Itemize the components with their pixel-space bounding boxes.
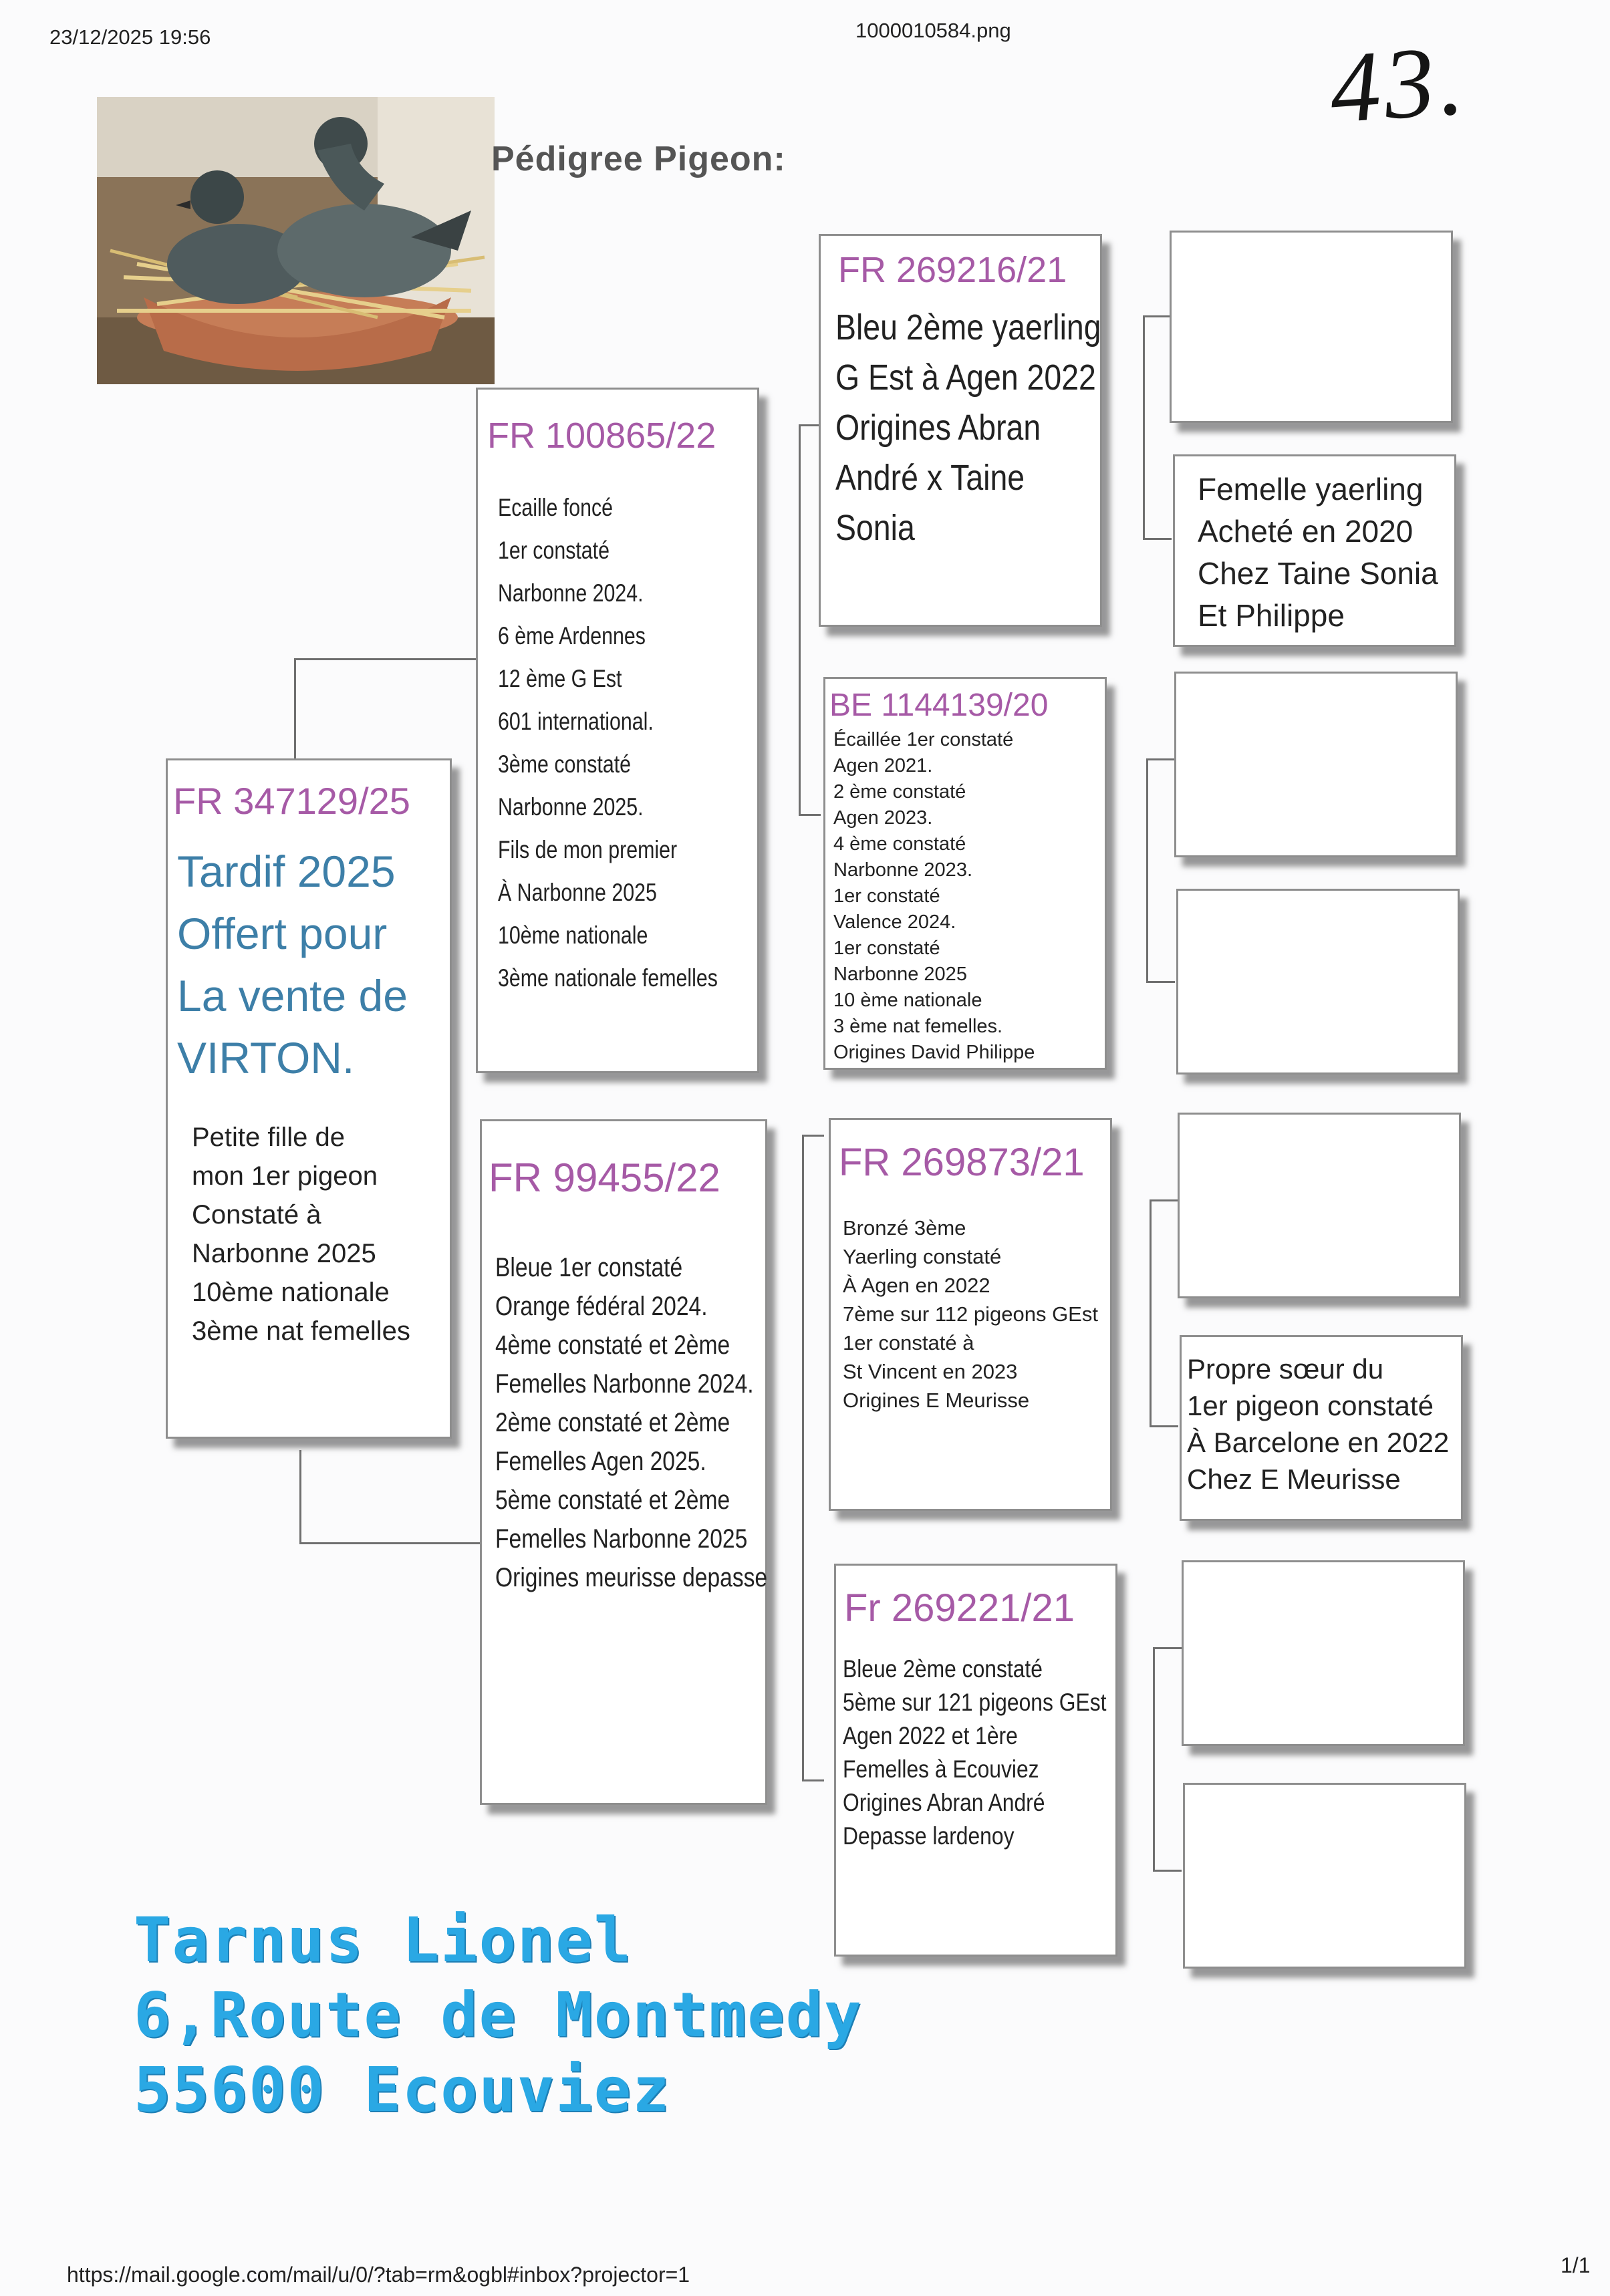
- print-footer-url: https://mail.google.com/mail/u/0/?tab=rm&ogbl#inbox?projector=1: [67, 2263, 690, 2287]
- sire-dam-line: Origines David Philippe: [833, 1042, 1035, 1063]
- sire-dam-line: Valence 2024.: [833, 911, 956, 933]
- dam-dam-ring: Fr 269221/21: [844, 1586, 1075, 1630]
- connector-dam-parents: [802, 1135, 824, 1781]
- sire-sire-ring: FR 269216/21: [838, 250, 1067, 290]
- dam-line: 4ème constaté et 2ème: [495, 1330, 730, 1360]
- breeder-city: 55600 Ecouviez: [134, 2054, 671, 2126]
- dam-dam-details: [843, 1653, 1106, 1853]
- sire-sire-line: André x Taine: [835, 458, 1025, 498]
- pigeon-photo-icon: [97, 97, 495, 384]
- gen4-box-6: [1180, 1335, 1463, 1521]
- breeder-street: 6,Route de Montmedy: [134, 1979, 863, 2051]
- connector-subject-dam: [299, 1450, 482, 1544]
- dam-sire-ring: FR 269873/21: [839, 1141, 1085, 1184]
- dam-sire-line: À Agen en 2022: [843, 1274, 990, 1297]
- dam-dam-line: 5ème sur 121 pigeons GEst: [843, 1689, 1107, 1716]
- sire-box: [476, 388, 759, 1073]
- gen4-box-6-line: Propre sœur du: [1187, 1353, 1384, 1385]
- subject-note-line: Constaté à: [192, 1200, 321, 1230]
- sire-dam-line: Agen 2021.: [833, 755, 933, 776]
- gen4-box-5: [1178, 1113, 1461, 1298]
- sire-line: Fils de mon premier: [498, 836, 678, 863]
- sire-dam-line: Narbonne 2023.: [833, 859, 972, 881]
- dam-dam-box: [834, 1564, 1117, 1957]
- subject-note-line: 10ème nationale: [192, 1278, 390, 1307]
- dam-line: Origines meurisse depasse: [495, 1563, 768, 1592]
- sire-dam-line: 10 ème nationale: [833, 990, 982, 1011]
- dam-sire-box: [829, 1118, 1112, 1511]
- dam-sire-line: Origines E Meurisse: [843, 1389, 1030, 1412]
- dam-sire-line: Yaerling constaté: [843, 1245, 1002, 1268]
- sire-dam-box: [823, 677, 1107, 1070]
- gen4-box-4: [1176, 889, 1460, 1074]
- sire-line: 1er constaté: [498, 537, 610, 564]
- gen4-box-1: [1170, 231, 1453, 423]
- subject-note-line: 3ème nat femelles: [192, 1316, 410, 1346]
- sire-sire-line: Origines Abran: [835, 408, 1041, 448]
- connector-subject-sire: [294, 658, 478, 760]
- dam-dam-line: Origines Abran André: [843, 1789, 1045, 1816]
- gen4-box-3: [1174, 672, 1458, 857]
- sire-sire-box: [819, 234, 1102, 627]
- sire-details: [498, 486, 718, 1000]
- dam-sire-details: [843, 1213, 1098, 1415]
- sire-dam-line: 1er constaté: [833, 938, 940, 959]
- dam-box: [480, 1119, 767, 1805]
- sire-dam-line: 4 ème constaté: [833, 833, 966, 855]
- gen4-box-2-line: Femelle yaerling: [1198, 472, 1424, 507]
- dam-line: 2ème constaté et 2ème: [495, 1408, 730, 1437]
- dam-ring: FR 99455/22: [489, 1155, 720, 1200]
- gen4-box-2-line: Acheté en 2020: [1198, 514, 1414, 549]
- sire-ring: FR 100865/22: [487, 416, 716, 456]
- dam-line: Bleue 1er constaté: [495, 1253, 683, 1282]
- sire-dam-ring: BE 1144139/20: [829, 688, 1049, 723]
- gen4-box-8: [1183, 1783, 1466, 1969]
- gen4-box-6-line: À Barcelone en 2022: [1187, 1427, 1450, 1458]
- sire-sire-details: [835, 303, 1101, 553]
- gen4-box-6-line: Chez E Meurisse: [1187, 1463, 1401, 1495]
- dam-line: Orange fédéral 2024.: [495, 1292, 708, 1321]
- connector-gen4-a: [1143, 315, 1172, 540]
- dam-dam-line: Femelles à Ecouviez: [843, 1755, 1039, 1783]
- sire-line: 12 ème G Est: [498, 665, 622, 692]
- sire-line: 3ème nationale femelles: [498, 964, 718, 992]
- gen4-box-2-line: Chez Taine Sonia: [1198, 556, 1438, 591]
- dam-line: 5ème constaté et 2ème: [495, 1485, 730, 1515]
- connector-gen4-c: [1150, 1199, 1178, 1427]
- subject-headline: [177, 841, 408, 1089]
- gen4-box-2-line: Et Philippe: [1198, 598, 1345, 633]
- sire-line: 6 ème Ardennes: [498, 622, 646, 650]
- print-filename: 1000010584.png: [855, 19, 1011, 42]
- sire-sire-line: G Est à Agen 2022: [835, 357, 1096, 398]
- subject-headline-line: La vente de: [177, 971, 408, 1020]
- sire-line: Narbonne 2025.: [498, 793, 644, 821]
- subject-headline-line: Offert pour: [177, 909, 388, 958]
- dam-dam-line: Agen 2022 et 1ère: [843, 1722, 1018, 1749]
- gen4-box-6-line: 1er pigeon constaté: [1187, 1390, 1434, 1421]
- subject-headline-line: VIRTON.: [177, 1033, 355, 1083]
- dam-line: Femelles Narbonne 2025: [495, 1524, 748, 1554]
- subject-note-line: Petite fille de: [192, 1123, 346, 1152]
- subject-note-line: mon 1er pigeon: [192, 1161, 378, 1191]
- sire-dam-line: Écaillée 1er constaté: [833, 729, 1014, 750]
- sire-line: Ecaille foncé: [498, 494, 614, 521]
- dam-details: [495, 1248, 767, 1597]
- dam-dam-line: Depasse lardenoy: [843, 1822, 1015, 1850]
- sire-line: 3ème constaté: [498, 750, 632, 778]
- subject-notes: [192, 1118, 410, 1350]
- connector-gen4-b: [1146, 758, 1175, 983]
- gen4-box-2: [1173, 454, 1456, 647]
- sire-line: À Narbonne 2025: [498, 879, 657, 906]
- dam-sire-line: Bronzé 3ème: [843, 1216, 966, 1240]
- breeder-name: Tarnus Lionel: [134, 1904, 633, 1976]
- sire-sire-line: Bleu 2ème yaerling: [835, 307, 1101, 347]
- pedigree-title: Pédigree Pigeon:: [491, 140, 786, 178]
- gen4-box-6-text: [1187, 1350, 1449, 1497]
- sire-dam-details: [833, 727, 1035, 1066]
- sire-sire-line: Sonia: [835, 508, 915, 548]
- print-page-count: 1/1: [1561, 2253, 1591, 2277]
- dam-dam-line: Bleue 2ème constaté: [843, 1655, 1043, 1683]
- subject-note-line: Narbonne 2025: [192, 1239, 376, 1268]
- sire-dam-line: 1er constaté: [833, 885, 940, 907]
- subject-headline-line: Tardif 2025: [177, 847, 396, 896]
- sire-line: 601 international.: [498, 708, 654, 735]
- print-datetime: 23/12/2025 19:56: [49, 25, 211, 49]
- sire-dam-line: Narbonne 2025: [833, 964, 967, 985]
- sire-line: Narbonne 2024.: [498, 579, 644, 607]
- sire-line: 10ème nationale: [498, 921, 648, 949]
- sire-dam-line: 3 ème nat femelles.: [833, 1016, 1003, 1037]
- dam-sire-line: 7ème sur 112 pigeons GEst: [843, 1302, 1098, 1326]
- dam-sire-line: 1er constaté à: [843, 1331, 974, 1354]
- dam-line: Femelles Agen 2025.: [495, 1447, 706, 1476]
- gen4-box-7: [1182, 1560, 1465, 1746]
- dam-sire-line: St Vincent en 2023: [843, 1360, 1018, 1383]
- dam-line: Femelles Narbonne 2024.: [495, 1369, 754, 1399]
- subject-ring: FR 347129/25: [173, 780, 410, 822]
- gen4-box-2-text: [1198, 468, 1438, 637]
- sire-dam-line: 2 ème constaté: [833, 781, 966, 803]
- connector-sire-parents: [799, 424, 821, 816]
- handwritten-page-number: 43.: [1326, 24, 1472, 144]
- connector-gen4-d: [1153, 1647, 1182, 1872]
- pigeons-in-nest-photo: [97, 97, 495, 384]
- sire-dam-line: Agen 2023.: [833, 807, 933, 829]
- subject-box: [166, 758, 452, 1439]
